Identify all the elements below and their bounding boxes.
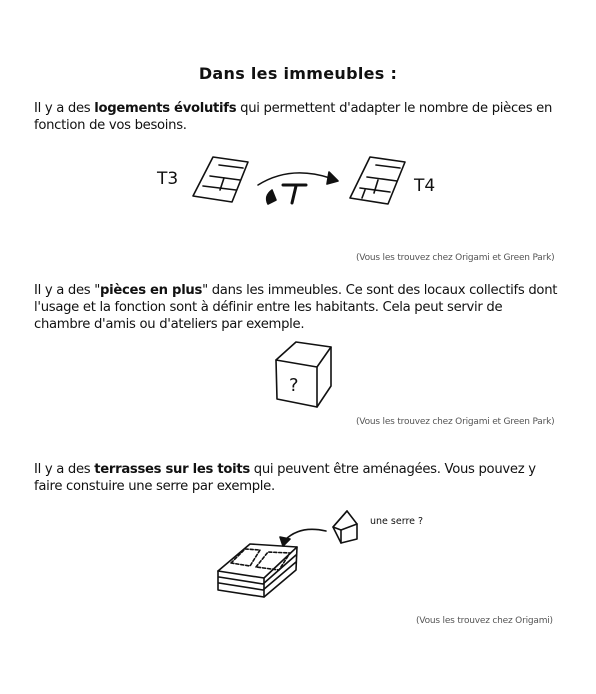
t4-floorplan-drawing <box>350 157 405 204</box>
label-t4: T4 <box>414 176 436 196</box>
highlight-logements-evolutifs: logements évolutifs <box>94 101 237 116</box>
source-note: (Vous les trouvez chez Origami) <box>416 616 553 626</box>
text-pre: Il y a des <box>34 101 95 116</box>
label-t3: T3 <box>157 169 179 189</box>
source-note: (Vous les trouvez chez Origami et Green Park) <box>356 417 555 427</box>
terrace-building-drawing <box>218 544 297 597</box>
hammer-icon <box>267 185 306 204</box>
paragraph-terrasses <box>34 461 560 495</box>
text-pre: Il y a des " <box>34 283 101 298</box>
greenhouse-icon <box>333 511 357 543</box>
paragraph-pieces-en-plus <box>34 282 560 333</box>
text-pre: Il y a des <box>34 462 95 477</box>
annotation-serre: une serre ? <box>370 516 424 527</box>
arrow-icon <box>258 172 338 185</box>
text-post: qui permettent d'adapter le nombre de pièces en fonction de vos besoins. <box>34 101 553 133</box>
t3-floorplan-drawing <box>193 157 248 202</box>
text-post: qui peuvent être aménagées. Vous pouvez y faire constuire une serre par exemple. <box>34 462 536 494</box>
highlight-pieces-en-plus: pièces en plus <box>100 283 203 298</box>
arrow-icon <box>280 529 326 546</box>
source-note: (Vous les trouvez chez Origami et Green Park) <box>356 253 555 263</box>
page-title: Dans les immeubles : <box>198 64 398 83</box>
highlight-terrasses: terrasses sur les toits <box>94 462 250 477</box>
question-box-drawing <box>276 342 331 407</box>
text-post: " dans les immeubles. Ce sont des locaux collectifs dont l'usage et la fonction sont à définir entre les habitants. Cela peut servir de chambre d'amis ou d'ateliers par exemple. <box>34 283 558 332</box>
question-mark: ? <box>289 375 299 396</box>
